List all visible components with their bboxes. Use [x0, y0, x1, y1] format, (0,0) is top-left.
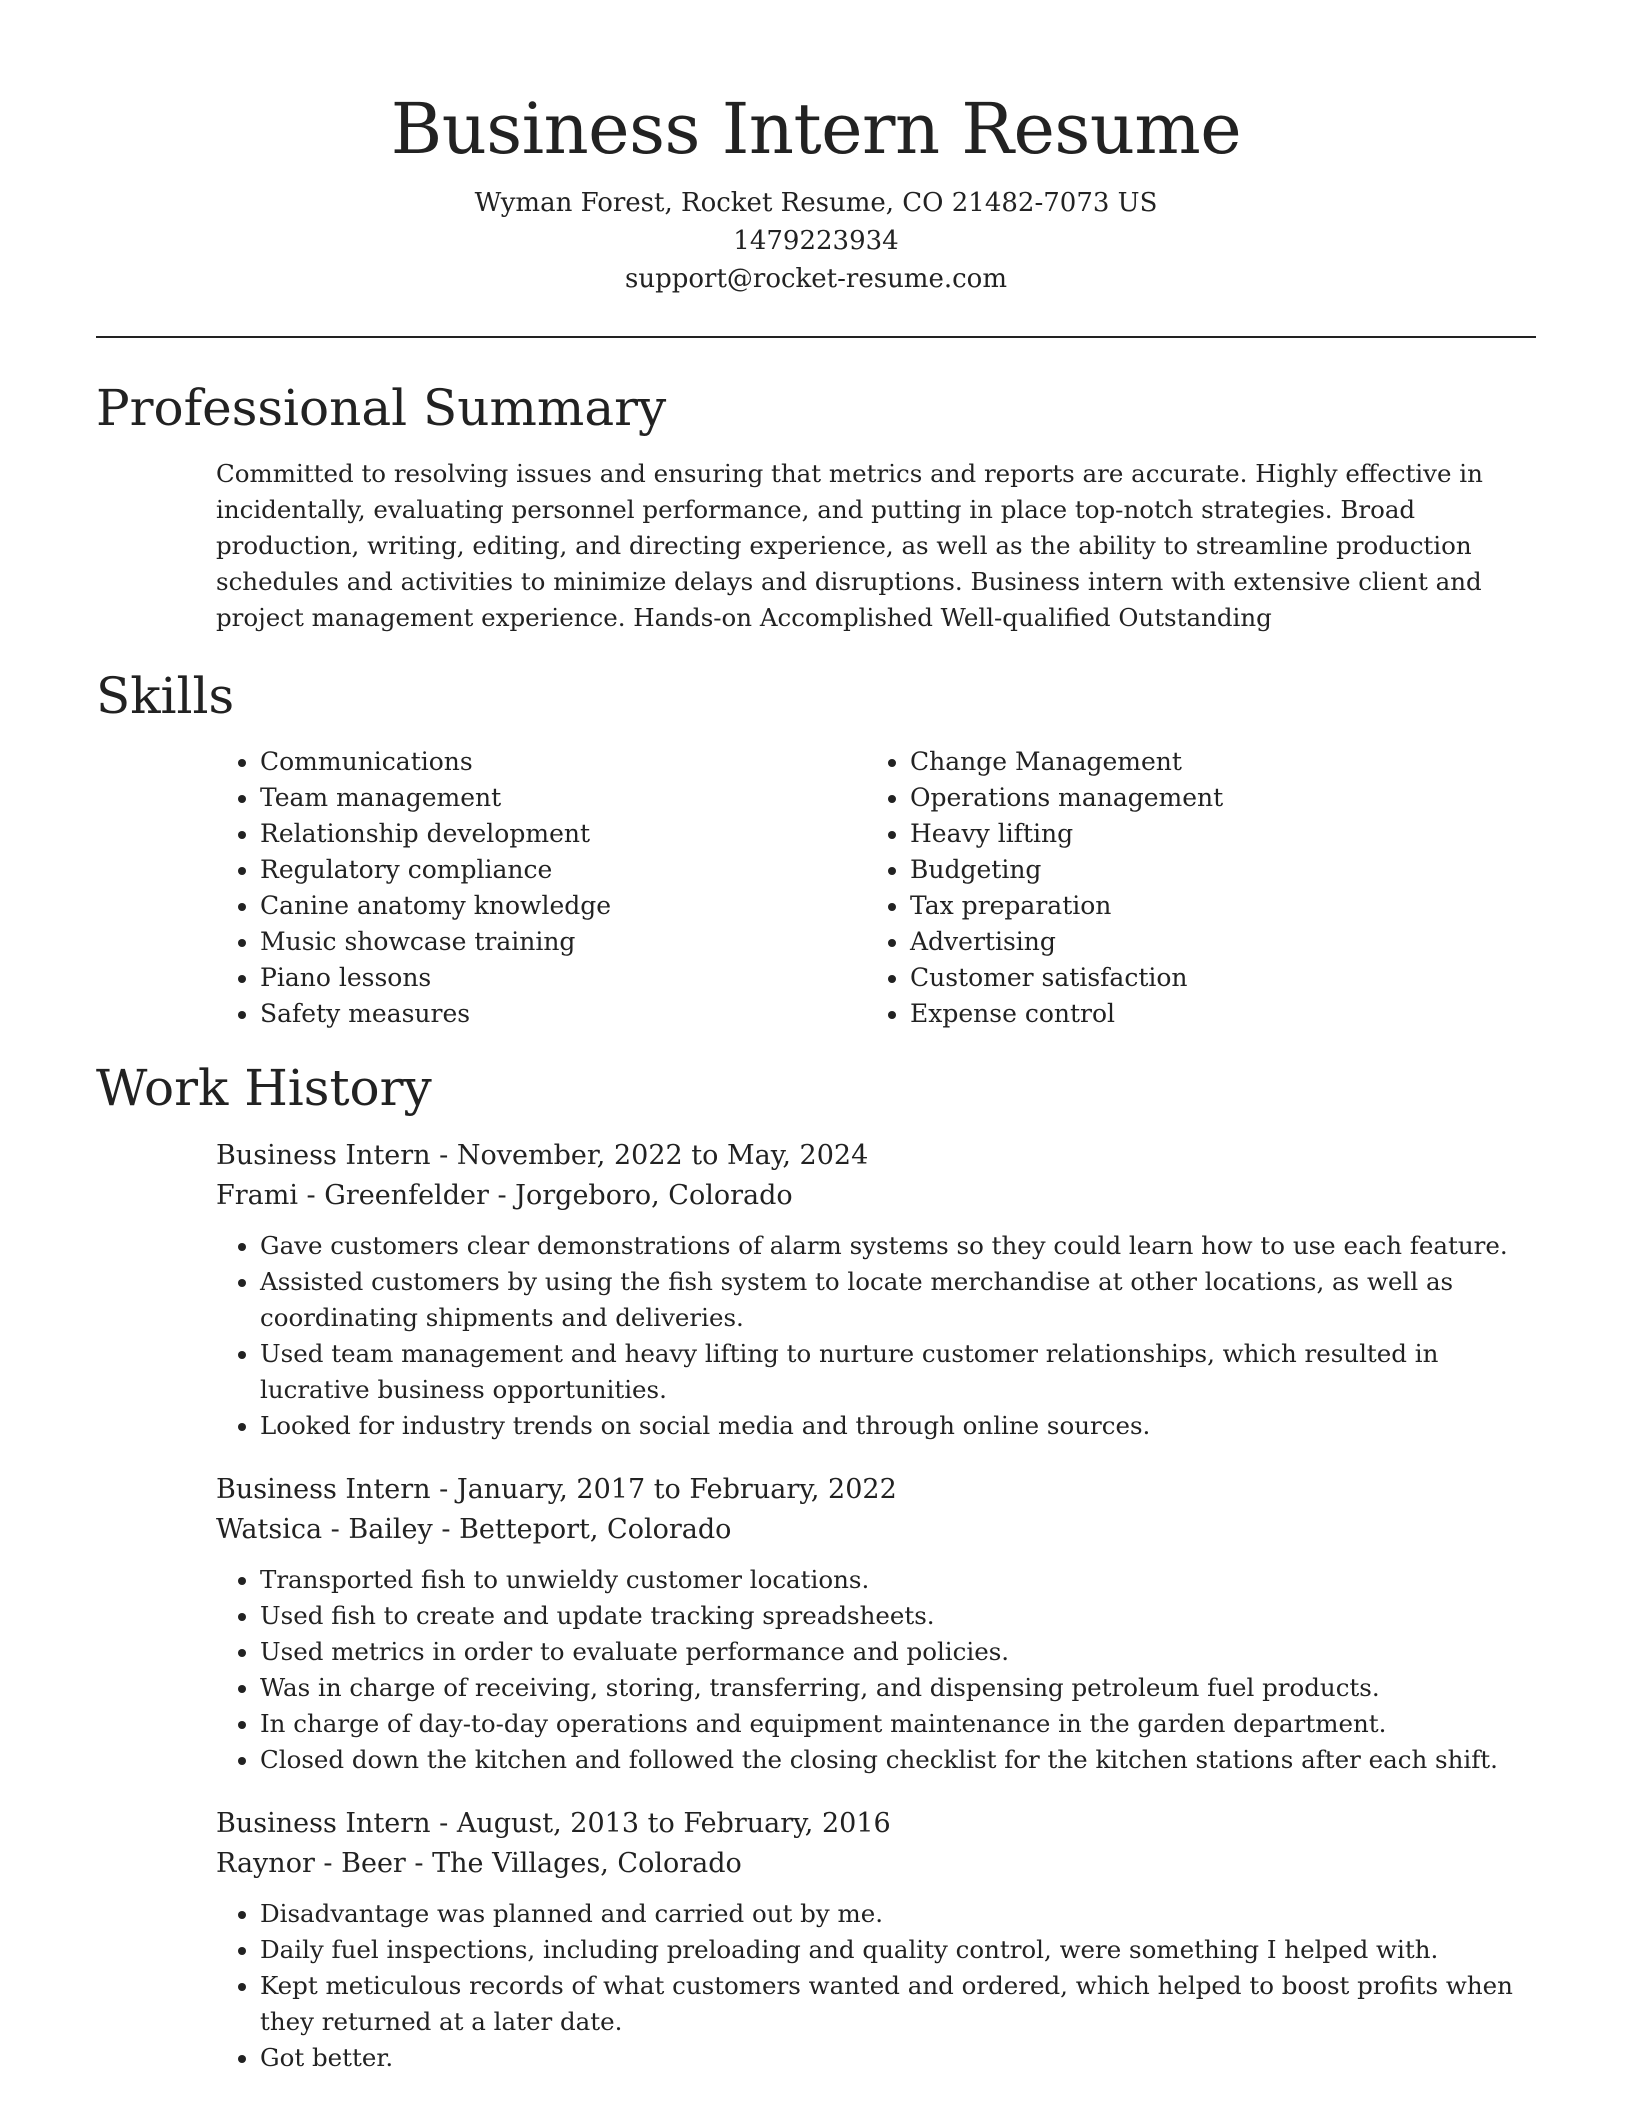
summary-section	[96, 376, 1536, 636]
job-bullet: • Was in charge of receiving, storing, transferring, and dispensing petroleum fuel products.	[260, 1670, 1536, 1706]
skills-section	[96, 664, 1536, 1032]
job-bullet: • Assisted customers by using the fish system to locate merchandise at other locations, as well as coordinating shipments and deliveries.	[260, 1264, 1536, 1336]
job-location: The Villages, Colorado	[432, 1848, 742, 1879]
skill-item: • Music showcase training	[260, 924, 866, 960]
job-start-date: August, 2013	[456, 1808, 640, 1839]
job-end-date: May, 2024	[726, 1140, 869, 1171]
job-bullets	[216, 1562, 1536, 1778]
separator: to	[645, 1474, 690, 1505]
resume-title: Business Intern Resume	[390, 88, 1242, 170]
skill-item: • Communications	[260, 744, 866, 780]
skill-item: • Advertising	[910, 924, 1500, 960]
work-history-section	[96, 1056, 1536, 2076]
skill-item: • Team management	[260, 780, 866, 816]
job-entry	[216, 1804, 1536, 2076]
job-bullet: • Daily fuel inspections, including preloading and quality control, were something I helped with.	[260, 1932, 1536, 1968]
separator: -	[430, 1808, 457, 1839]
separator: to	[682, 1140, 727, 1171]
company-name: Watsica - Bailey	[216, 1514, 433, 1545]
summary-text: Committed to resolving issues and ensuring that metrics and reports are accurate. Highly effective in incidentally, evaluating personnel performance, and putting in place top-notch strategies. Broad production, writing, editing, and directing experience, as well as the ability to streamline production schedules and activities to minimize delays and disruptions. Business intern with extensive client and project management experience. Hands-on Accomplished Well-qualified Outstanding	[216, 459, 1483, 632]
job-start-date: November, 2022	[456, 1140, 683, 1171]
job-bullet: • Transported fish to unwieldy customer locations.	[260, 1562, 1536, 1598]
skill-item: • Heavy lifting	[910, 816, 1500, 852]
skill-item: • Relationship development	[260, 816, 866, 852]
job-entry	[216, 1470, 1536, 1778]
company-name: Raynor - Beer	[216, 1848, 406, 1879]
job-company-line	[216, 1510, 1536, 1550]
contact-phone: 1479223934	[733, 226, 899, 256]
job-bullet: • Looked for industry trends on social media and through online sources.	[260, 1408, 1536, 1444]
job-title: Business Intern	[216, 1474, 431, 1505]
job-title-line	[216, 1804, 1536, 1844]
job-start-date: January, 2017	[456, 1474, 646, 1505]
job-location: Jorgeboro, Colorado	[515, 1180, 793, 1211]
job-bullet: • In charge of day-to-day operations and equipment maintenance in the garden department.	[260, 1706, 1536, 1742]
contact-email: support@rocket-resume.com	[624, 264, 1007, 294]
skill-item: • Regulatory compliance	[260, 852, 866, 888]
job-entry	[216, 1136, 1536, 1444]
job-bullet: • Used fish to create and update tracking spreadsheets.	[260, 1598, 1536, 1634]
separator: -	[430, 1140, 457, 1171]
skills-columns	[216, 744, 1536, 1032]
separator: to	[639, 1808, 684, 1839]
separator: -	[405, 1848, 433, 1879]
summary-heading: Professional Summary	[96, 379, 667, 437]
skill-item: • Budgeting	[910, 852, 1500, 888]
resume-page	[96, 0, 1536, 2076]
contact-block	[96, 184, 1536, 298]
separator: -	[488, 1180, 516, 1211]
job-bullet: • Used team management and heavy lifting to nurture customer relationships, which resulted in lucrative business opportunities.	[260, 1336, 1536, 1408]
job-bullets	[216, 1896, 1536, 2076]
job-bullet: • Gave customers clear demonstrations of alarm systems so they could learn how to use each feature.	[260, 1228, 1536, 1264]
header-divider	[96, 336, 1536, 338]
job-bullet: • Got better.	[260, 2040, 1536, 2076]
job-end-date: February, 2022	[689, 1474, 897, 1505]
skill-item: • Canine anatomy knowledge	[260, 888, 866, 924]
work-history-heading: Work History	[96, 1059, 432, 1117]
company-name: Frami - Greenfelder	[216, 1180, 489, 1211]
skill-item: • Expense control	[910, 996, 1500, 1032]
job-bullet: • Kept meticulous records of what customers wanted and ordered, which helped to boost profits when they returned at a later date.	[260, 1968, 1536, 2040]
job-bullet: • Used metrics in order to evaluate performance and policies.	[260, 1634, 1536, 1670]
contact-address: Wyman Forest, Rocket Resume, CO 21482-7073 US	[474, 188, 1158, 218]
job-title: Business Intern	[216, 1808, 431, 1839]
job-location: Betteport, Colorado	[459, 1514, 732, 1545]
job-company-line	[216, 1176, 1536, 1216]
separator: -	[432, 1514, 460, 1545]
resume-header	[96, 0, 1536, 298]
job-bullet: • Closed down the kitchen and followed the closing checklist for the kitchen stations after each shift.	[260, 1742, 1536, 1778]
skill-item: • Change Management	[910, 744, 1500, 780]
skills-list-right	[866, 744, 1500, 1032]
separator: -	[430, 1474, 457, 1505]
job-title: Business Intern	[216, 1140, 431, 1171]
job-bullets	[216, 1228, 1536, 1444]
skill-item: • Operations management	[910, 780, 1500, 816]
job-company-line	[216, 1844, 1536, 1884]
job-title-line	[216, 1470, 1536, 1510]
job-bullet: • Disadvantage was planned and carried out by me.	[260, 1896, 1536, 1932]
job-title-line	[216, 1136, 1536, 1176]
skill-item: • Safety measures	[260, 996, 866, 1032]
skill-item: • Customer satisfaction	[910, 960, 1500, 996]
skills-list-left	[216, 744, 866, 1032]
job-list	[96, 1136, 1536, 2076]
job-end-date: February, 2016	[683, 1808, 891, 1839]
skill-item: • Piano lessons	[260, 960, 866, 996]
skill-item: • Tax preparation	[910, 888, 1500, 924]
skills-heading: Skills	[96, 667, 235, 725]
